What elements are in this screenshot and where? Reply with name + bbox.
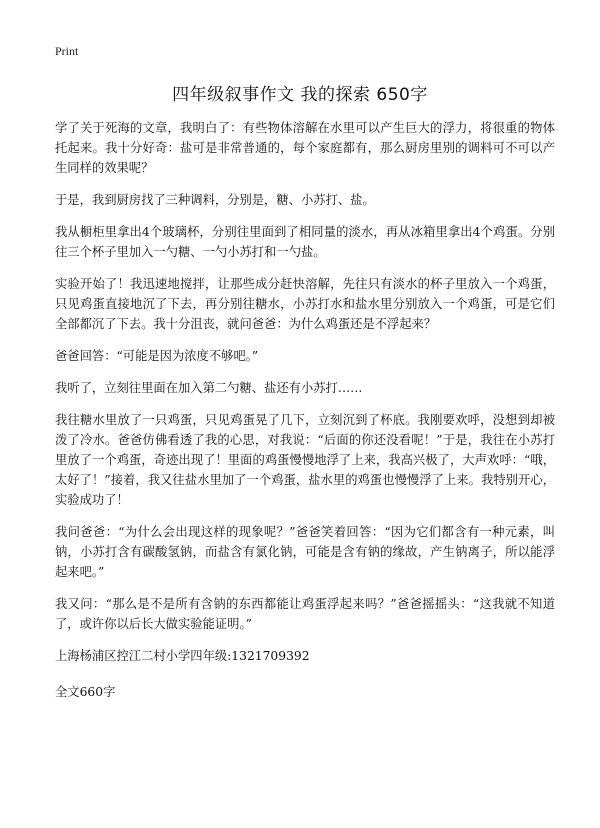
paragraph-9: 我又问：“那么是不是所有含钠的东西都能让鸡蛋浮起来吗？”爸爸摇摇头：“这我就不知道了，或许你以后长大做实验能证明。” [55,597,555,631]
paragraph-4: 实验开始了！我迅速地搅拌，让那些成分赶快溶解，先往只有淡水的杯子里放入一个鸡蛋，只见鸡蛋直接地沉了下去，再分别往糖水，小苏打水和盐水里分别放入一个鸡蛋，可是它们全部都沉了下去。我十分沮丧，就问爸爸：为什么鸡蛋还是不浮起来？ [55,277,555,331]
paragraph-5: 爸爸回答：“可能是因为浓度不够吧。” [55,349,259,363]
paragraph-8: 我问爸爸：“为什么会出现这样的现象呢？”爸爸笑着回答：“因为它们都含有一种元素，叫钠，小苏打含有碳酸氢钠，而盐含有氯化钠，可能是含有钠的缘故，产生钠离子，所以能浮起来吧。” [55,525,555,579]
word-count: 全文660字 [55,685,116,699]
paragraph-2: 于是，我到厨房找了三种调料，分别是，糖、小苏打、盐。 [55,193,375,207]
author-signature: 上海杨浦区控江二村小学四年级:1321709392 [55,649,310,663]
paragraph-7: 我往糖水里放了一只鸡蛋，只见鸡蛋晃了几下，立刻沉到了杯底。我刚要欢呼，没想到却被泼了冷水。爸爸仿佛看透了我的心思，对我说：“后面的你还没看呢！”于是，我往在小苏打里放了一个鸡蛋，奇迹出现了！里面的鸡蛋慢慢地浮了上来，我高兴极了，大声欢呼：“哦，太好了！”接着，我又往盐水里加了一个鸡蛋，盐水里的鸡蛋也慢慢浮了上来。我特别开心，实验成功了！ [55,413,555,507]
paragraph-6: 我听了，立刻往里面在加入第二勺糖、盐还有小苏打…… [55,381,363,395]
paragraph-3: 我从橱柜里拿出4个玻璃杯，分别往里面到了相同量的淡水，再从冰箱里拿出4个鸡蛋。分别往三个杯子里加入一勺糖、一勺小苏打和一勺盐。 [55,225,555,259]
page-title: 四年级叙事作文 我的探索 650字 [172,85,428,105]
print-link[interactable]: Print [55,44,79,58]
paragraph-1: 学了关于死海的文章，我明白了：有些物体溶解在水里可以产生巨大的浮力，将很重的物体托起来。我十分好奇：盐可是非常普通的，每个家庭都有，那么厨房里别的调料可不可以产生同样的效果呢？ [55,121,555,175]
article-body [55,118,555,702]
